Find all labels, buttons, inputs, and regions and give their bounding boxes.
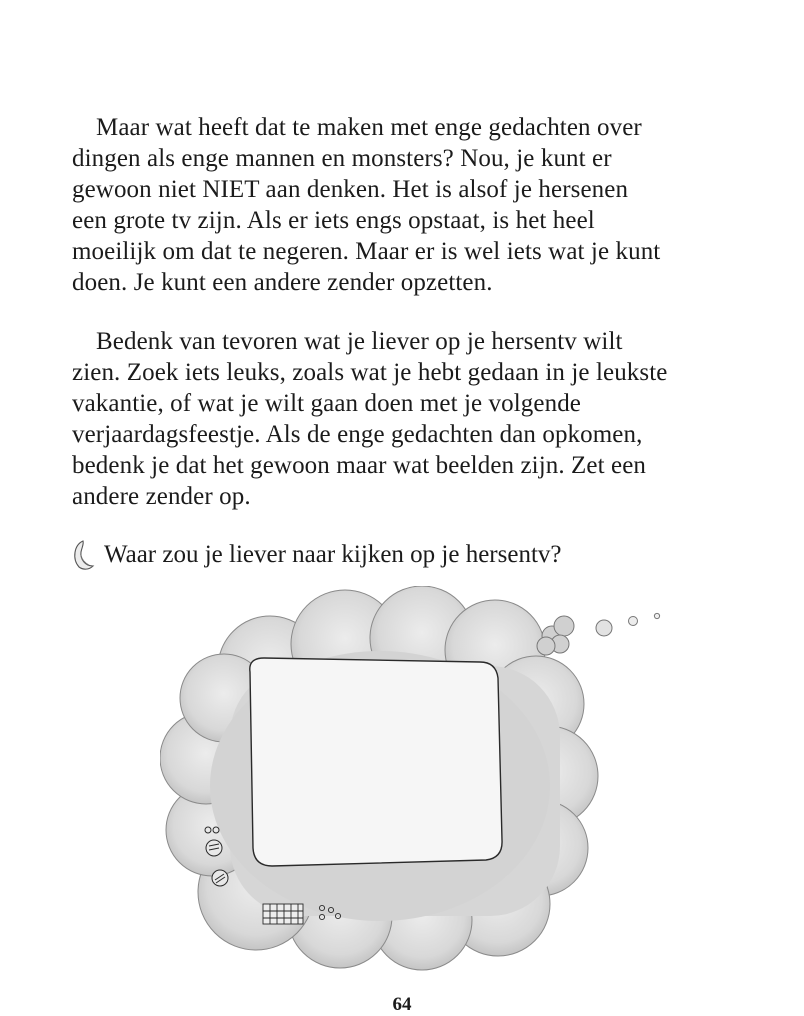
paragraph-line: bedenk je dat het gewoon maar wat beelden zijn. Zet een [72,452,647,479]
paragraph-line: gewoon niet NIET aan denken. Het is alsof je hersenen [72,176,629,203]
question-text: Waar zou je liever naar kijken op je hersentv? [104,541,562,568]
paragraph-1 [72,112,732,298]
paragraph-line: Bedenk van tevoren wat je liever op je hersentv wilt [96,328,623,355]
paragraph-line: Maar wat heeft dat te maken met enge gedachten over [96,114,642,141]
paragraph-line: moeilijk om dat te negeren. Maar er is wel iets wat je kunt [72,238,661,265]
paragraph-line: een grote tv zijn. Als er iets engs opstaat, is het heel [72,207,595,234]
paragraph-2 [72,326,732,512]
moon-icon [72,539,96,571]
paragraph-line: zien. Zoek iets leuks, zoals wat je hebt gedaan in je leukste [72,359,668,386]
page-number: 64 [392,994,412,1015]
paragraph-line: vakantie, of wat je wilt gaan doen met je volgende [72,390,581,417]
paragraph-line: doen. Je kunt een andere zender opzetten. [72,269,493,296]
paragraph-line: verjaardagsfeestje. Als de enge gedachten dan opkomen, [72,421,643,448]
paragraph-line: andere zender op. [72,483,251,510]
paragraph-line: dingen als enge mannen en monsters? Nou, je kunt er [72,145,612,172]
question-prompt [72,538,562,572]
thought-cloud-tv-icon [160,586,680,974]
thought-cloud-tv-illustration [160,586,680,974]
